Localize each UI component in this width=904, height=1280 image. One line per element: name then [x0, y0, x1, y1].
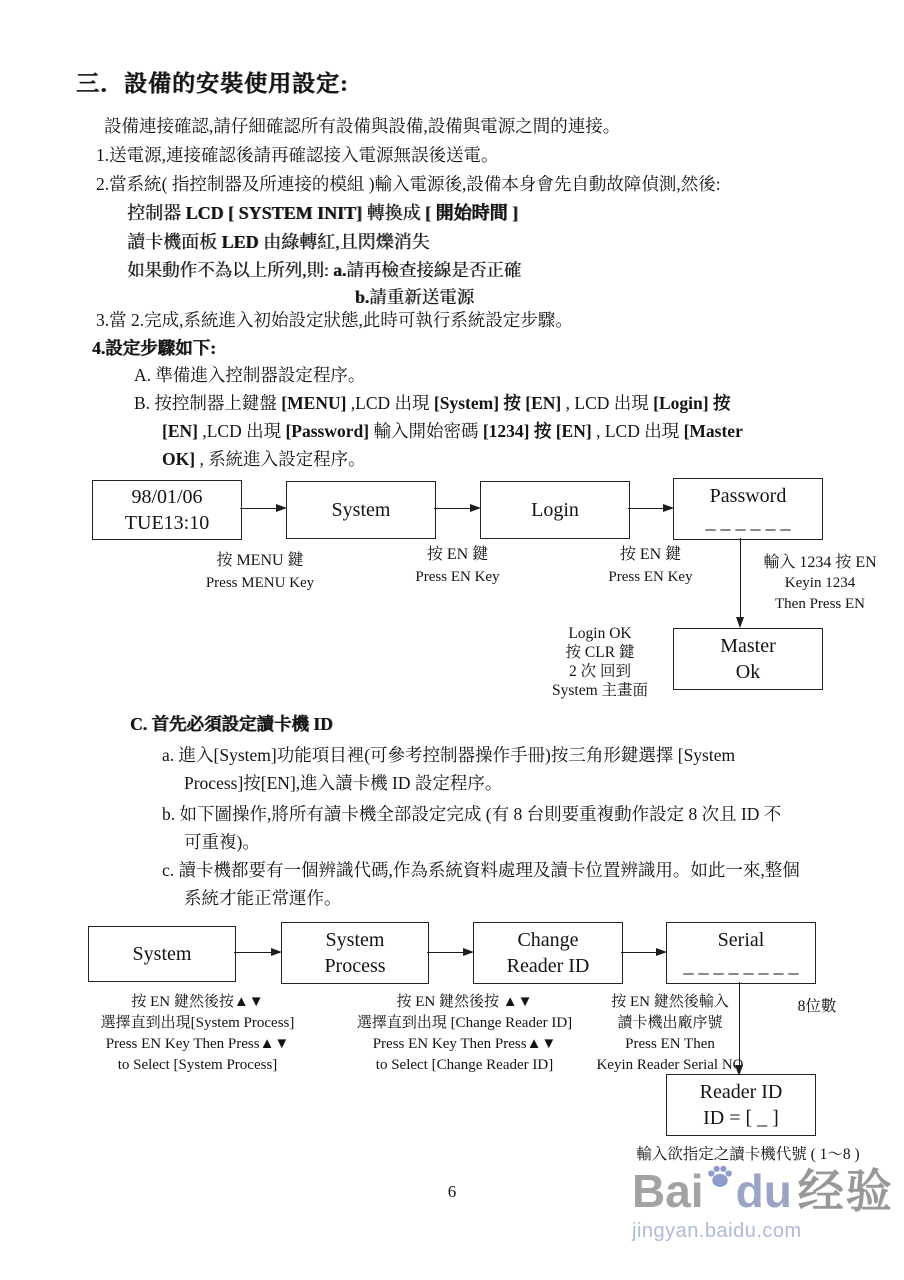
label-press-en-1 — [395, 544, 520, 588]
baidu-logo — [632, 1152, 894, 1217]
baidu-logo-du: du — [735, 1165, 792, 1217]
step-2-sub-4: b.請重新送電源 — [355, 287, 475, 307]
step-4: 4.設定步驟如下: — [92, 338, 216, 358]
label-keyin-serial-line3: Press EN Then — [625, 1036, 715, 1052]
label-assign-reader-number: 輸入欲指定之讀卡機代號 ( 1～8 ) — [636, 1146, 860, 1163]
flow2-box-serial-line2: _ _ _ _ _ _ _ _ — [683, 955, 799, 977]
flowchart-login-sequence — [0, 476, 904, 716]
flow2-box-change-reader-id-line1: Change — [517, 929, 579, 951]
flow2-box-change-reader-id-line2: Reader ID — [506, 955, 590, 977]
flow2-box-system-process — [281, 922, 429, 984]
label-select-system-process-line3: Press EN Key Then Press▲▼ — [105, 1036, 290, 1052]
flow-box-login-label: Login — [531, 499, 579, 521]
label-press-menu-zh: 按 MENU 鍵 — [216, 552, 304, 569]
label-press-en-1-en: Press EN Key — [415, 569, 500, 585]
label-select-change-reader-id-line1: 按 EN 鍵然後按 ▲▼ — [396, 994, 533, 1010]
page-title: 三．設備的安裝使用設定: — [76, 71, 349, 96]
label-select-change-reader-id — [342, 992, 587, 1076]
label-keyin-serial-line2: 讀卡機出廠序號 — [617, 1015, 723, 1031]
baidu-logo-jingyan: 经验 — [797, 1165, 894, 1217]
label-select-system-process — [75, 992, 320, 1076]
flow-box-password-line1: Password — [709, 485, 787, 507]
label-keyin-serial-line4: Keyin Reader Serial NO — [596, 1057, 744, 1073]
label-select-system-process-line1: 按 EN 鍵然後按▲▼ — [131, 994, 264, 1010]
flow-box-master-ok — [673, 628, 823, 690]
label-press-en-2 — [588, 544, 713, 588]
label-select-change-reader-id-line3: Press EN Key Then Press▲▼ — [372, 1036, 557, 1052]
flow-box-password-line2: _ _ _ _ _ _ — [705, 511, 791, 533]
step-2-sub-2: 讀卡機面板 LED 由綠轉紅,且閃爍消失 — [127, 232, 430, 252]
step-2-sub-3: 如果動作不為以上所列,則: a.請再檢查接線是否正確 — [127, 260, 522, 280]
label-keyin-1234-line2: Keyin 1234 — [784, 575, 856, 591]
flow-box-datetime-line2: TUE13:10 — [124, 512, 210, 534]
flow2-box-system-process-line2: Process — [324, 955, 386, 977]
flow-box-login — [480, 481, 630, 539]
item-a: A. 準備進入控制器設定程序。 — [134, 365, 366, 385]
flow-box-master-ok-line2: Ok — [735, 661, 761, 683]
flow-box-datetime — [92, 480, 242, 540]
baidu-paw-icon — [705, 1152, 735, 1198]
page-number: 6 — [447, 1182, 457, 1201]
flow2-box-system-label: System — [132, 943, 192, 965]
step-1: 1.送電源,連接確認後請再確認接入電源無誤後送電。 — [96, 145, 499, 165]
arrow-down-icon — [740, 538, 741, 626]
label-select-change-reader-id-line4: to Select [Change Reader ID] — [375, 1057, 554, 1073]
flow-box-system — [286, 481, 436, 539]
arrow-right-icon — [434, 508, 479, 509]
label-login-ok-note-line3: 2 次 回到 — [568, 663, 631, 680]
item-b-line-3: OK] , 系統進入設定程序。 — [162, 449, 366, 469]
flow-box-password — [673, 478, 823, 540]
arrow-right-icon — [628, 508, 672, 509]
label-8-digits: 8位數 — [797, 998, 837, 1015]
item-c-b-line1: b. 如下圖操作,將所有讀卡機全部設定完成 (有 8 台則要重複動作設定 8 次且 ID 不 — [162, 804, 782, 824]
arrow-right-icon — [621, 952, 665, 953]
arrow-down-icon — [739, 982, 740, 1074]
flow2-box-reader-id-line2: ID = [ _ ] — [703, 1107, 779, 1129]
flow2-box-change-reader-id — [473, 922, 623, 984]
label-keyin-1234-line3: Then Press EN — [775, 596, 865, 612]
flow2-box-reader-id-line1: Reader ID — [699, 1081, 783, 1103]
flow2-box-system — [88, 926, 236, 982]
label-login-ok-note-line1: Login OK — [568, 625, 632, 642]
intro-text: 設備連接確認,請仔細確認所有設備與設備,設備與電源之間的連接。 — [104, 116, 621, 136]
item-c-b-line2: 可重複)。 — [184, 832, 260, 852]
baidu-logo-bai: Bai — [632, 1165, 704, 1217]
item-c-title: C. 首先必須設定讀卡機 ID — [130, 714, 333, 734]
flow2-box-system-process-line1: System — [325, 929, 385, 951]
item-b-line-1: B. 按控制器上鍵盤 [MENU] ,LCD 出現 [System] 按 [EN] , LCD 出現 [Login] 按 — [134, 393, 731, 413]
item-b-line-2: [EN] ,LCD 出現 [Password] 輸入開始密碼 [1234] 按 [EN] , LCD 出現 [Master — [162, 421, 743, 441]
flow-box-datetime-line1: 98/01/06 — [131, 486, 203, 508]
label-login-ok-note-line4: System 主畫面 — [551, 682, 649, 699]
label-select-system-process-line2: 選擇直到出現[System Process] — [100, 1015, 295, 1031]
flow2-box-reader-id — [666, 1074, 816, 1136]
baidu-watermark — [632, 1152, 894, 1243]
label-press-menu — [175, 550, 345, 594]
baidu-watermark-url: jingyan.baidu.com — [632, 1220, 802, 1242]
arrow-right-icon — [234, 952, 280, 953]
item-c-c-line1: c. 讀卡機都要有一個辨識代碼,作為系統資料處理及讀卡位置辨識用。如此一來,整個 — [162, 860, 800, 880]
flowchart-reader-id-sequence — [0, 920, 904, 1180]
flow2-box-serial — [666, 922, 816, 984]
label-press-en-2-en: Press EN Key — [608, 569, 693, 585]
label-keyin-serial — [585, 992, 755, 1076]
label-press-menu-en: Press MENU Key — [205, 575, 315, 591]
step-2-sub-1: 控制器 LCD [ SYSTEM INIT] 轉換成 [ 開始時間 ] — [127, 203, 519, 223]
label-login-ok-note-line2: 按 CLR 鍵 — [565, 644, 635, 661]
flow-box-master-ok-line1: Master — [720, 635, 776, 657]
flow-box-system-label: System — [331, 499, 391, 521]
item-c-a-line1: a. 進入[System]功能項目裡(可參考控制器操作手冊)按三角形鍵選擇 [System — [162, 745, 736, 765]
label-select-system-process-line4: to Select [System Process] — [117, 1057, 278, 1073]
label-login-ok-note — [535, 624, 665, 700]
label-press-en-1-zh: 按 EN 鍵 — [426, 546, 489, 563]
label-keyin-serial-line1: 按 EN 鍵然後輸入 — [611, 994, 729, 1010]
arrow-right-icon — [427, 952, 472, 953]
flow2-box-serial-line1: Serial — [717, 929, 765, 951]
item-c-a-line2: Process]按[EN],進入讀卡機 ID 設定程序。 — [184, 773, 503, 793]
label-keyin-1234 — [745, 552, 895, 615]
label-press-en-2-zh: 按 EN 鍵 — [619, 546, 682, 563]
item-c-c-line2: 系統才能正常運作。 — [184, 888, 342, 908]
label-select-change-reader-id-line2: 選擇直到出現 [Change Reader ID] — [356, 1015, 573, 1031]
step-3: 3.當 2.完成,系統進入初始設定狀態,此時可執行系統設定步驟。 — [96, 310, 573, 330]
step-2: 2.當系統( 指控制器及所連接的模組 )輸入電源後,設備本身會先自動故障偵測,然後: — [96, 174, 721, 194]
label-keyin-1234-line1: 輸入 1234 按 EN — [763, 554, 877, 571]
arrow-right-icon — [240, 508, 285, 509]
